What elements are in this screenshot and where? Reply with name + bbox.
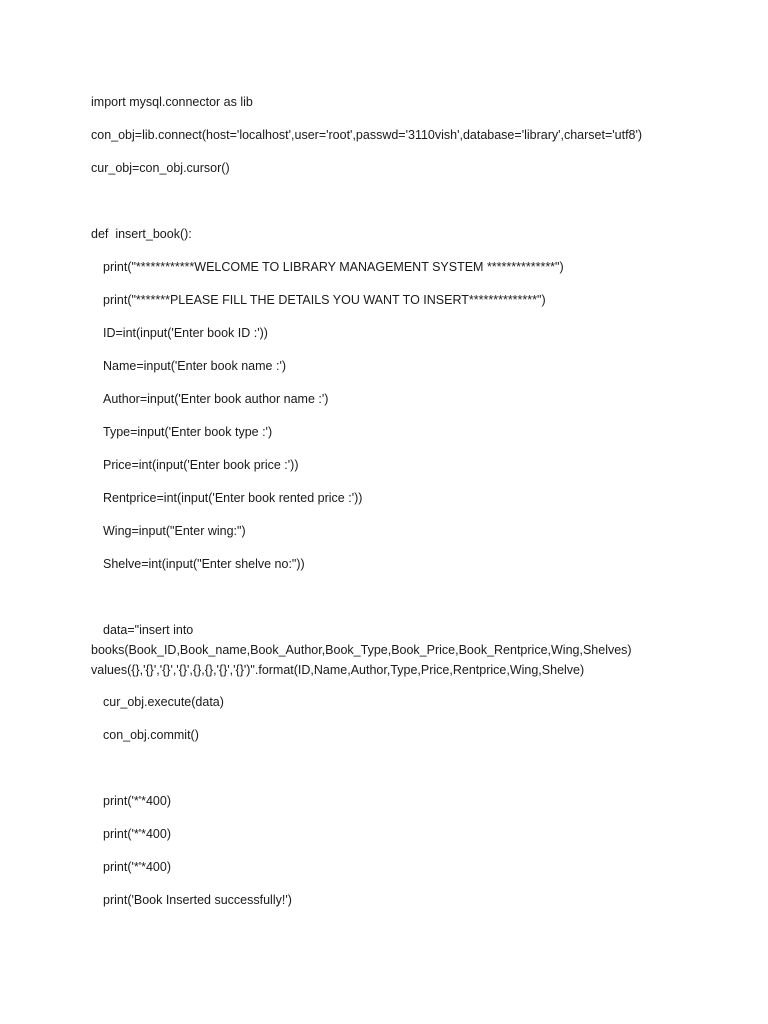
code-line-import: import mysql.connector as lib	[91, 95, 253, 109]
code-line-rentprice: Rentprice=int(input('Enter book rented price :'))	[103, 491, 363, 505]
code-line-name: Name=input('Enter book name :')	[103, 359, 286, 373]
code-line-data-values: values({},'{}','{}','{}',{},{},'{}','{}')".format(ID,Name,Author,Type,Price,Rentprice,Wing,Shelve)	[91, 663, 585, 677]
code-line-data-columns: books(Book_ID,Book_name,Book_Author,Book_Type,Book_Price,Book_Rentprice,Wing,Shelves)	[91, 643, 632, 657]
code-line-print-details: print("*******PLEASE FILL THE DETAILS YOU WANT TO INSERT**************")	[103, 293, 546, 307]
code-line-print-stars-3: print('*'*400)	[103, 860, 171, 874]
code-line-print-success: print('Book Inserted successfully!')	[103, 893, 292, 907]
code-line-type: Type=input('Enter book type :')	[103, 425, 273, 439]
code-line-commit: con_obj.commit()	[103, 728, 199, 742]
code-line-shelve: Shelve=int(input("Enter shelve no:"))	[103, 557, 305, 571]
code-line-print-welcome: print("************WELCOME TO LIBRARY MANAGEMENT SYSTEM **************")	[103, 260, 564, 274]
code-line-execute: cur_obj.execute(data)	[103, 695, 224, 709]
code-line-wing: Wing=input("Enter wing:")	[103, 524, 246, 538]
code-line-print-stars-1: print('*'*400)	[103, 794, 171, 808]
code-line-price: Price=int(input('Enter book price :'))	[103, 458, 299, 472]
code-line-id: ID=int(input('Enter book ID :'))	[103, 326, 268, 340]
code-line-def: def insert_book():	[91, 227, 192, 241]
code-line-cursor: cur_obj=con_obj.cursor()	[91, 161, 230, 175]
code-line-print-stars-2: print('*'*400)	[103, 827, 171, 841]
code-line-data-start: data="insert into	[103, 623, 194, 637]
code-line-author: Author=input('Enter book author name :')	[103, 392, 329, 406]
code-line-connect: con_obj=lib.connect(host='localhost',user='root',passwd='3110vish',database='library',charset='utf8')	[91, 128, 643, 142]
